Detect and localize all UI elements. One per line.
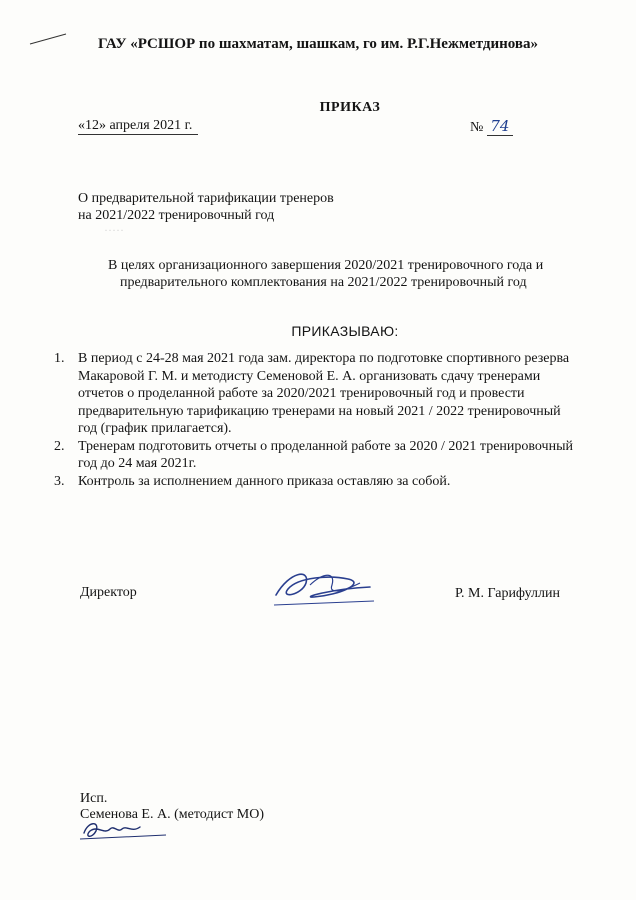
document-title: ПРИКАЗ [319,100,381,115]
order-item [52,350,582,438]
order-item [52,438,582,473]
item-number: 3. [54,473,65,489]
document-subject [78,190,334,224]
order-item [52,473,582,491]
document-number [470,117,513,136]
executor-signature [78,815,168,843]
number-handwritten: 74 [487,117,513,136]
preamble-line-1: В целях организационного завершения 2020/2021 тренировочного года и [108,258,544,273]
item-text: Тренерам подготовить отчеты о проделанной работе за 2020 / 2021 тренировочный год до 24 мая 2021г. [78,438,573,471]
order-items-list [52,350,582,490]
preamble-line-2: предварительного комплектования на 2021/2022 тренировочный год [120,275,527,290]
director-signature [270,565,380,615]
order-word: ПРИКАЗЫВАЮ: [291,323,399,339]
subject-line-1: О предварительной тарификации тренеров [78,191,334,206]
organization-header: ГАУ «РСШОР по шахматам, шашкам, го им. Р.Г.Нежметдинова» [98,36,538,52]
executor-label: Исп. [80,791,108,806]
signatory-name: Р. М. Гарифуллин [455,586,560,601]
document-date: «12» апреля 2021 г. [78,118,193,133]
bleed-through-text: ····· [104,223,124,237]
item-number: 1. [54,351,65,366]
executor-name: Семенова Е. А. (методист МО) [80,807,265,822]
item-text: Контроль за исполнением данного приказа оставляю за собой. [78,473,451,489]
item-text: В период с 24-28 мая 2021 года зам. директора по подготовке спортивного резерва Макаровой Г. М. и методисту Семеновой Е. А. организовать сдачу тренерами отчетов о проделанной работе за 2020/2021 тренировочный год и провести предварительную тарификацию тренерами на новый 2021 / 2022 тренировочный год (график прилагается). [78,351,570,436]
date-underline [78,134,198,135]
number-prefix: № [470,120,484,135]
signatory-title: Директор [80,585,137,600]
preamble [108,257,588,291]
item-number: 2. [54,438,65,454]
subject-line-2: на 2021/2022 тренировочный год [78,208,275,223]
